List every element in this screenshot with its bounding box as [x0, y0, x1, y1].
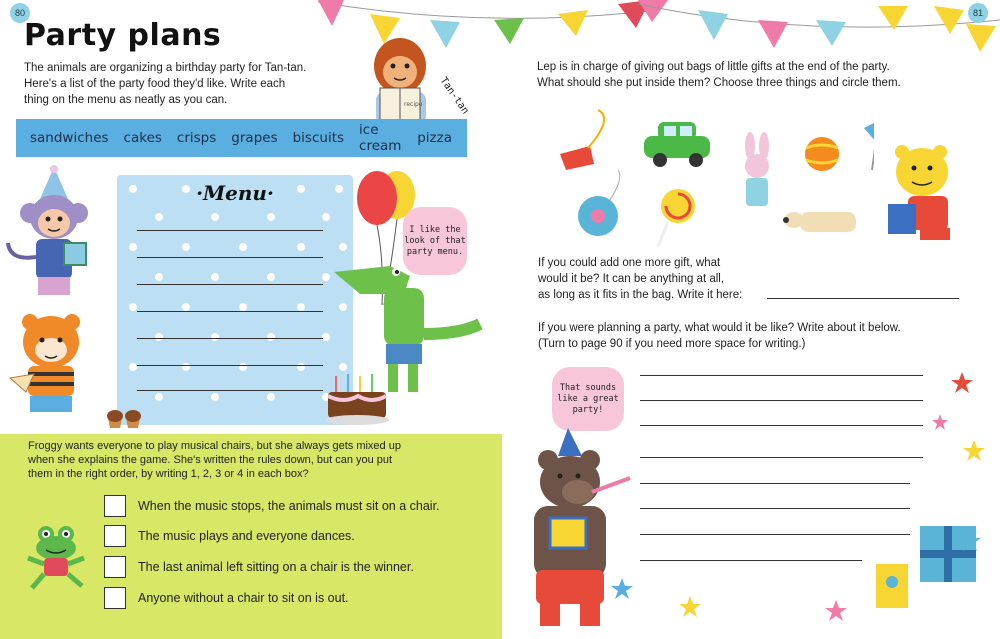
- planning-prompt: [538, 320, 978, 352]
- bear-bubble-line: party!: [572, 404, 604, 415]
- froggy-illustration: [24, 524, 88, 594]
- food-item: pizza: [417, 130, 452, 146]
- lollipop-icon[interactable]: [658, 189, 695, 246]
- birthday-cake-illustration: [324, 372, 390, 428]
- intro-line: Here's a list of the party food they'd like. Write each: [24, 78, 286, 90]
- menu-card: [117, 175, 353, 425]
- rule-order-box[interactable]: [104, 495, 126, 517]
- extra-gift-write-line[interactable]: [767, 298, 959, 299]
- book-label: recipe: [404, 101, 423, 108]
- prompt-line: If you could add one more gift, what: [538, 257, 721, 269]
- yoyo-icon[interactable]: [578, 170, 620, 236]
- food-item: biscuits: [292, 130, 345, 146]
- musical-chairs-section: [0, 434, 502, 639]
- food-item: grapes: [231, 130, 278, 146]
- ball-icon[interactable]: [805, 137, 839, 171]
- toy-dog-icon[interactable]: [783, 212, 856, 232]
- intro-line: thing on the menu as neatly as you can.: [24, 94, 228, 106]
- lep-leopard-illustration: [886, 142, 974, 250]
- rule-order-box[interactable]: [104, 587, 126, 609]
- musical-chairs-intro: [28, 439, 498, 481]
- croc-bubble-line: I like the: [409, 224, 461, 235]
- food-item: sandwiches: [30, 130, 109, 146]
- prompt-line: would it be? It can be anything at all,: [538, 273, 725, 285]
- intro-line: when she explains the game. She's written the rules down, but can you put: [28, 454, 393, 466]
- page-number-right: [968, 3, 988, 23]
- whistle-icon[interactable]: [560, 110, 604, 170]
- rule-order-box[interactable]: [104, 525, 126, 547]
- prompt-line: as long as it fits in the bag. Write it here:: [538, 289, 743, 301]
- rule-text: Anyone without a chair to sit on is out.: [138, 591, 349, 605]
- intro-text: [24, 60, 354, 108]
- monkey-illustration: [4, 165, 104, 310]
- extra-gift-prompt: [538, 255, 778, 303]
- page-number-left-text: 80: [14, 8, 25, 18]
- croc-bubble-line: party menu.: [406, 246, 464, 257]
- food-item: crisps: [176, 130, 217, 146]
- intro-line: The animals are organizing a birthday party for Tan-tan.: [24, 62, 307, 74]
- rule-text: The music plays and everyone dances.: [138, 529, 355, 543]
- prompt-line: If you were planning a party, what would it be like? Write about it below.: [538, 322, 901, 334]
- intro-line: What should she put inside them? Choose three things and circle them.: [537, 77, 901, 89]
- bear-bubble-line: like a great: [557, 393, 619, 404]
- menu-write-line[interactable]: [137, 257, 323, 258]
- rule-text: The last animal left sitting on a chair is the winner.: [138, 560, 414, 574]
- menu-write-line[interactable]: [137, 284, 323, 285]
- menu-title: ·Menu·: [196, 181, 274, 205]
- menu-write-line[interactable]: [137, 230, 323, 231]
- cupcakes-illustration: [106, 404, 146, 430]
- intro-line: Lep is in charge of giving out bags of little gifts at the end of the party.: [537, 61, 890, 73]
- bunny-toy-icon[interactable]: [745, 132, 769, 206]
- intro-line: them in the right order, by writing 1, 2, 3 or 4 in each box?: [28, 468, 309, 480]
- gift-choices: [554, 108, 874, 248]
- confetti-decoration: [600, 370, 1000, 639]
- tiger-illustration: [6, 310, 106, 430]
- rule-text: When the music stops, the animals must sit on a chair.: [138, 499, 440, 513]
- gift-intro: [537, 59, 977, 91]
- menu-write-line[interactable]: [137, 390, 323, 391]
- croc-bubble-line: look of that: [404, 235, 466, 246]
- menu-write-line[interactable]: [137, 311, 323, 312]
- pinwheel-icon[interactable]: [864, 118, 874, 170]
- tan-tan-label: Tan-tan: [437, 75, 471, 117]
- menu-write-line[interactable]: [137, 365, 323, 366]
- page-number-right-text: 81: [972, 8, 983, 18]
- bear-bubble-line: That sounds: [559, 382, 617, 393]
- menu-write-line[interactable]: [137, 338, 323, 339]
- food-item: ice cream: [359, 122, 402, 154]
- bunting-decoration: [318, 0, 1000, 60]
- intro-line: Froggy wants everyone to play musical chairs, but she always gets mixed up: [28, 440, 401, 452]
- prompt-line: (Turn to page 90 if you need more space for writing.): [538, 338, 806, 350]
- toy-car-icon[interactable]: [644, 122, 710, 167]
- food-item: cakes: [123, 130, 162, 146]
- food-list-banner: [16, 119, 467, 157]
- rule-order-box[interactable]: [104, 556, 126, 578]
- page-title: Party plans: [24, 18, 222, 53]
